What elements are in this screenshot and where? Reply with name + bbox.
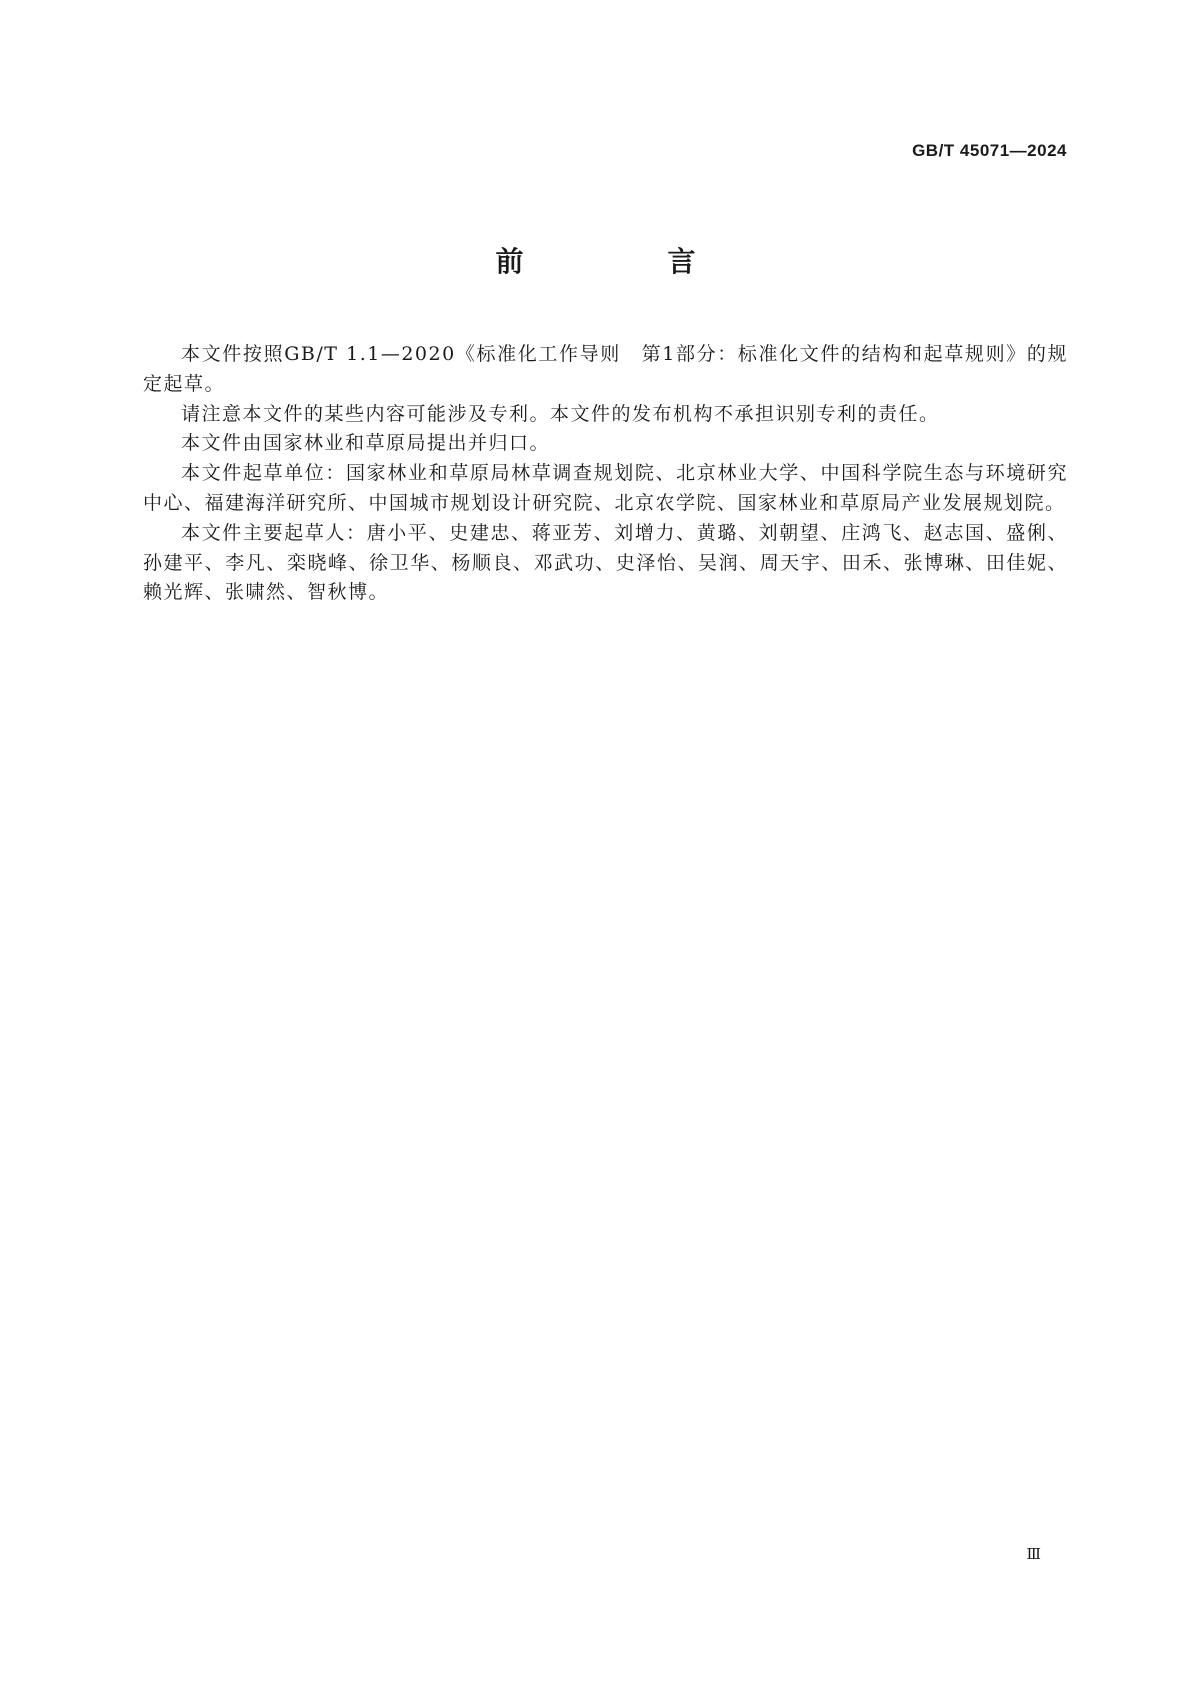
paragraph-proposer: 本文件由国家林业和草原局提出并归口。 <box>181 432 551 455</box>
page-title: 前 言 <box>495 245 754 278</box>
paragraph-drafting-units: 本文件起草单位：国家林业和草原局林草调查规划院、北京林业大学、中国科学院生态与环境研究中心、福建海洋研究所、中国城市规划设计研究院、北京农学院、国家林业和草原局产业发展规划院。 <box>143 462 1068 514</box>
foreword-body <box>143 340 1068 608</box>
paragraph-drafters: 本文件主要起草人：唐小平、史建忠、蒋亚芳、刘增力、黄璐、刘朝望、庄鸿飞、赵志国、盛俐、孙建平、李凡、栾晓峰、徐卫华、杨顺良、邓武功、史泽怡、吴润、周天宇、田禾、张博琳、田佳妮、赖光辉、张啸然、智秋博。 <box>143 521 1068 604</box>
paragraph-drafting-rules: 本文件按照GB/T 1.1—2020《标准化工作导则 第1部分：标准化文件的结构和起草规则》的规定起草。 <box>143 343 1068 395</box>
page-number: Ⅲ <box>1026 1545 1041 1563</box>
paragraph-patent-notice: 请注意本文件的某些内容可能涉及专利。本文件的发布机构不承担识别专利的责任。 <box>181 402 940 425</box>
document-code: GB/T 45071—2024 <box>912 141 1067 160</box>
